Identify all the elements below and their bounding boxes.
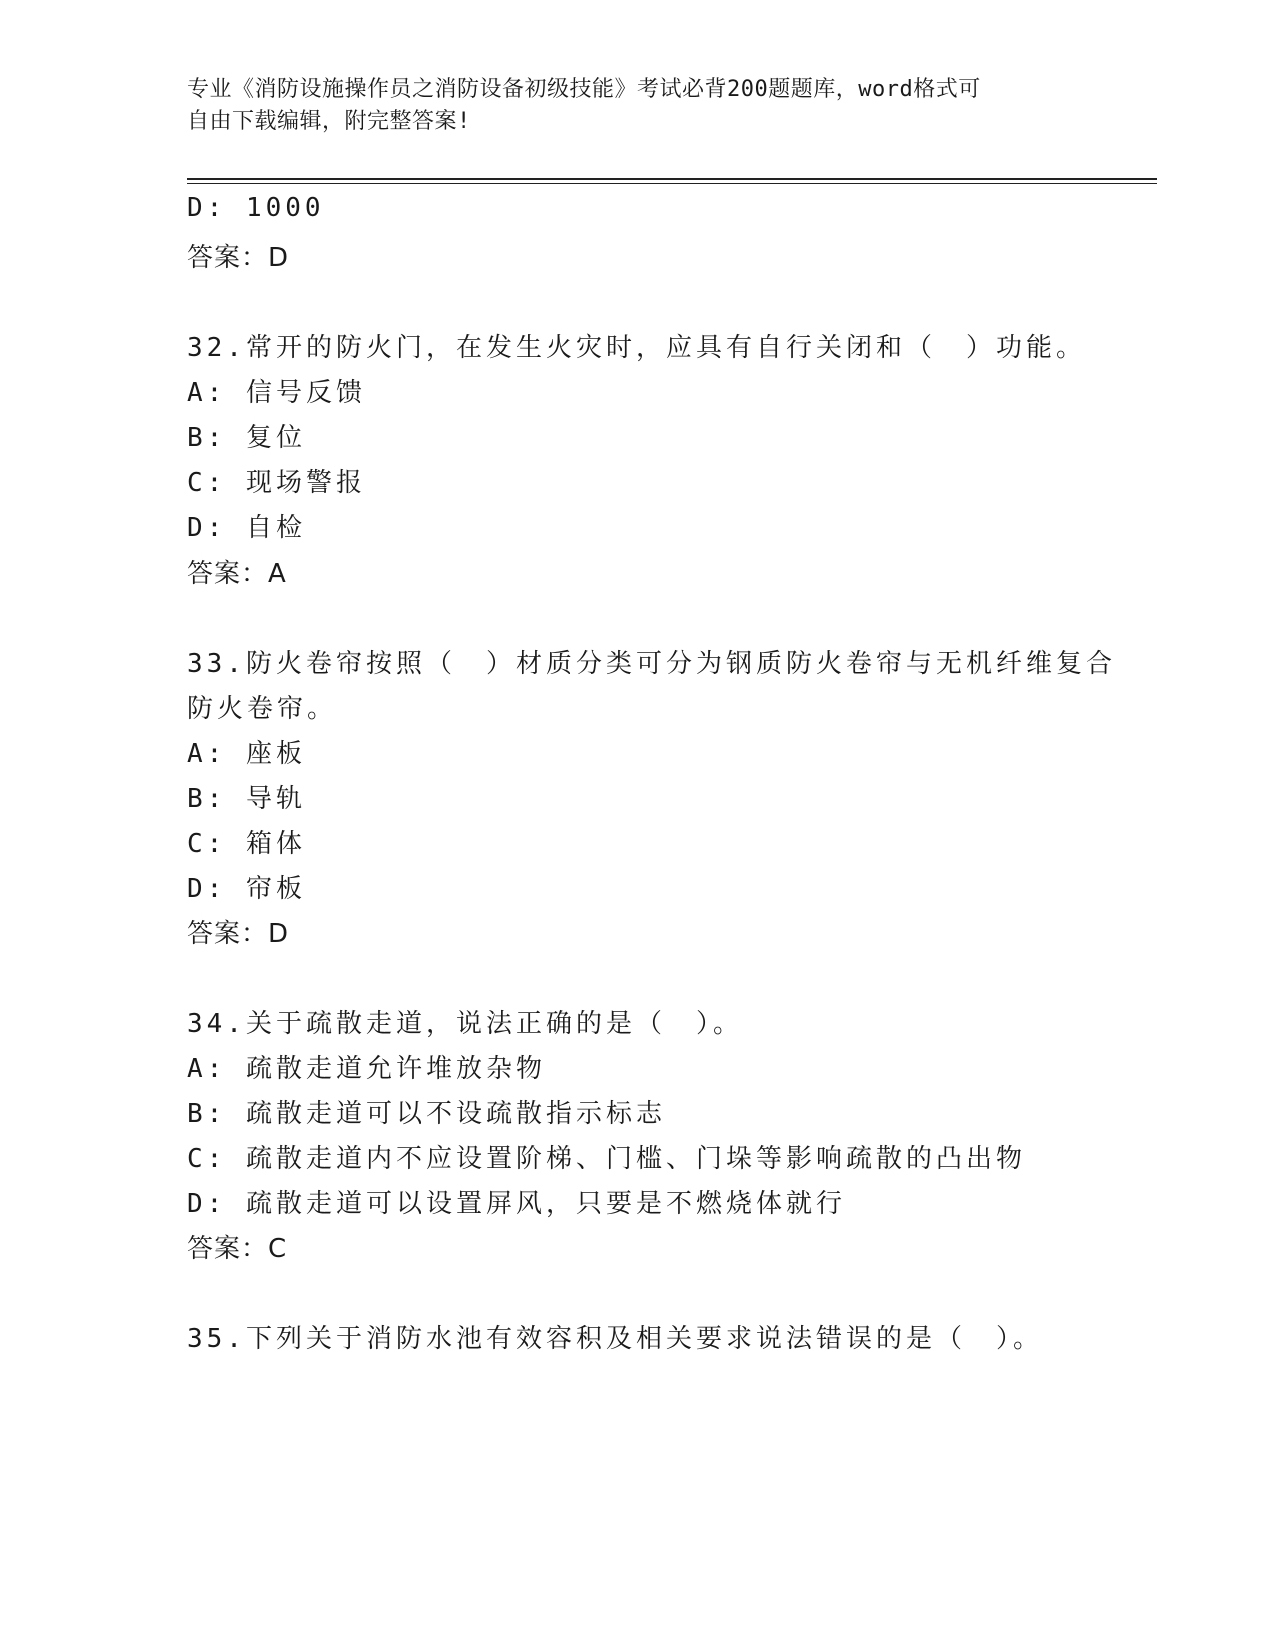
- document-header: [187, 74, 1067, 138]
- prev-answer: 答案：D: [187, 243, 290, 273]
- header-line-2: 自由下载编辑，附完整答案!: [187, 109, 471, 134]
- prev-option-d: D: 1000: [187, 193, 325, 223]
- q33-option-b: B: 导轨: [187, 784, 306, 814]
- q34-option-d: D: 疏散走道可以设置屏风，只要是不燃烧体就行: [187, 1189, 846, 1219]
- q34-answer: 答案：C: [187, 1234, 288, 1264]
- q32-option-a: A: 信号反馈: [187, 378, 366, 408]
- header-line-1: 专业《消防设施操作员之消防设备初级技能》考试必背200题题库，word格式可: [187, 77, 981, 102]
- q33-option-a: A: 座板: [187, 739, 306, 769]
- header-rule-thick: [187, 178, 1157, 180]
- q32-option-c: C: 现场警报: [187, 468, 366, 498]
- q32-stem: 32.常开的防火门，在发生火灾时，应具有自行关闭和（ ）功能。: [187, 333, 1086, 363]
- q33-answer: 答案：D: [187, 919, 290, 949]
- q34-option-b: B: 疏散走道可以不设疏散指示标志: [187, 1099, 666, 1129]
- header-rule-thin: [187, 183, 1157, 184]
- q33-stem-line-2: 防火卷帘。: [187, 694, 338, 724]
- q32-option-d: D: 自检: [187, 513, 306, 543]
- q32-option-b: B: 复位: [187, 423, 306, 453]
- q33-option-d: D: 帘板: [187, 874, 306, 904]
- q34-option-c: C: 疏散走道内不应设置阶梯、门槛、门垛等影响疏散的凸出物: [187, 1144, 1026, 1174]
- q32-answer: 答案：A: [187, 559, 287, 589]
- q33-option-c: C: 箱体: [187, 829, 306, 859]
- q33-stem-line-1: 33.防火卷帘按照（ ）材质分类可分为钢质防火卷帘与无机纤维复合: [187, 649, 1116, 679]
- q35-stem: 35.下列关于消防水池有效容积及相关要求说法错误的是（ ）。: [187, 1324, 1043, 1354]
- q34-stem: 34.关于疏散走道，说法正确的是（ ）。: [187, 1009, 743, 1039]
- q34-option-a: A: 疏散走道允许堆放杂物: [187, 1054, 546, 1084]
